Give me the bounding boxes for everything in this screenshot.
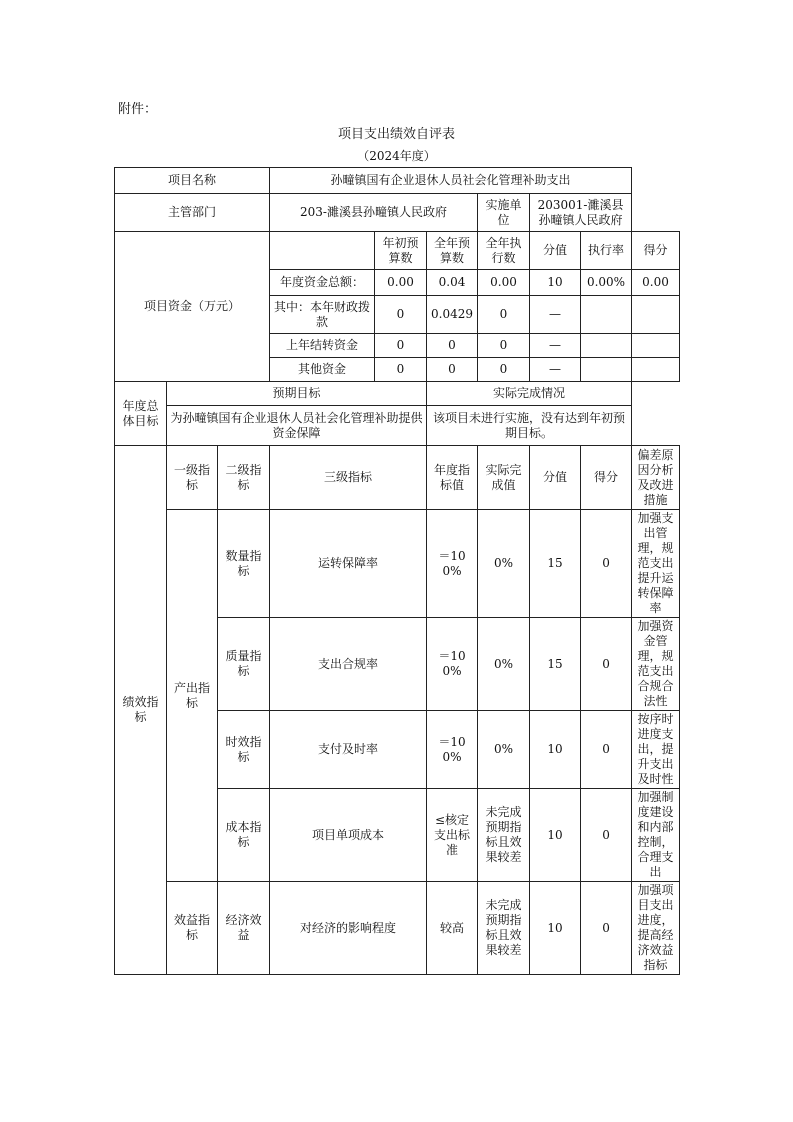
goals-expected-text: 为孙疃镇国有企业退休人员社会化管理补助提供资金保障 bbox=[167, 406, 427, 446]
indicator-target: ＝100% bbox=[427, 711, 478, 789]
indicator-level2: 质量指标 bbox=[218, 618, 270, 711]
indicators-header-score-value: 分值 bbox=[530, 446, 581, 510]
impl-value: 203001-濉溪县孙疃镇人民政府 bbox=[530, 194, 632, 232]
indicator-score: 0 bbox=[581, 882, 632, 975]
goals-label: 年度总体目标 bbox=[115, 382, 167, 446]
page-title: 项目支出绩效自评表 bbox=[337, 127, 455, 142]
evaluation-table bbox=[114, 167, 680, 975]
goals-actual-label: 实际完成情况 bbox=[427, 382, 632, 406]
funds-header-annual: 全年预算数 bbox=[427, 232, 478, 270]
dept-label: 主管部门 bbox=[115, 194, 270, 232]
funds-row-executed: 0 bbox=[478, 334, 530, 358]
indicator-level3: 运转保障率 bbox=[270, 510, 427, 618]
indicator-level2: 数量指标 bbox=[218, 510, 270, 618]
funds-row-score: 0.00 bbox=[632, 270, 680, 296]
funds-label: 项目资金（万元） bbox=[115, 232, 270, 382]
funds-header-score-value: 分值 bbox=[530, 232, 581, 270]
funds-row-executed: 0 bbox=[478, 296, 530, 334]
indicators-header-remark: 偏差原因分析及改进措施 bbox=[632, 446, 680, 510]
report-year: （2024年度） bbox=[357, 149, 436, 163]
indicator-actual: 未完成预期指标且效果较差 bbox=[478, 789, 530, 882]
indicator-score-value: 10 bbox=[530, 789, 581, 882]
funds-row-label: 年度资金总额： bbox=[270, 270, 375, 296]
funds-row-executed: 0 bbox=[478, 358, 530, 382]
funds-header-rate: 执行率 bbox=[581, 232, 632, 270]
funds-row-score bbox=[632, 296, 680, 334]
project-name-row bbox=[115, 168, 680, 194]
indicator-actual: 0% bbox=[478, 711, 530, 789]
indicator-remark: 加强项目支出进度，提高经济效益指标 bbox=[632, 882, 680, 975]
funds-row-label: 上年结转资金 bbox=[270, 334, 375, 358]
indicators-header-row bbox=[115, 446, 680, 510]
indicator-actual: 0% bbox=[478, 618, 530, 711]
indicator-score-value: 15 bbox=[530, 510, 581, 618]
funds-header-score: 得分 bbox=[632, 232, 680, 270]
funds-row-score-value: 10 bbox=[530, 270, 581, 296]
indicator-remark: 加强制度建设和内部控制，合理支出 bbox=[632, 789, 680, 882]
funds-row-rate bbox=[581, 334, 632, 358]
funds-header-executed: 全年执行数 bbox=[478, 232, 530, 270]
indicator-remark: 加强支出管理，规范支出提升运转保障率 bbox=[632, 510, 680, 618]
project-name-value: 孙疃镇国有企业退休人员社会化管理补助支出 bbox=[270, 168, 632, 194]
indicator-level2: 成本指标 bbox=[218, 789, 270, 882]
funds-row-executed: 0.00 bbox=[478, 270, 530, 296]
funds-row-initial: 0 bbox=[375, 296, 427, 334]
indicator-score-value: 10 bbox=[530, 711, 581, 789]
indicator-level3: 项目单项成本 bbox=[270, 789, 427, 882]
indicator-level3: 支付及时率 bbox=[270, 711, 427, 789]
indicator-output-label: 产出指标 bbox=[167, 510, 218, 882]
indicator-benefit-label: 效益指标 bbox=[167, 882, 218, 975]
indicator-level3: 支出合规率 bbox=[270, 618, 427, 711]
funds-row-annual: 0.04 bbox=[427, 270, 478, 296]
indicator-score: 0 bbox=[581, 789, 632, 882]
dept-value: 203-濉溪县孙疃镇人民政府 bbox=[270, 194, 478, 232]
indicator-level2: 经济效益 bbox=[218, 882, 270, 975]
indicator-target: ＝100% bbox=[427, 510, 478, 618]
goals-actual-text: 该项目未进行实施，没有达到年初预期目标。 bbox=[427, 406, 632, 446]
indicator-score: 0 bbox=[581, 618, 632, 711]
indicators-header-level1: 一级指标 bbox=[167, 446, 218, 510]
indicators-label: 绩效指标 bbox=[115, 446, 167, 975]
funds-row-score bbox=[632, 358, 680, 382]
indicators-header-score: 得分 bbox=[581, 446, 632, 510]
indicator-remark: 加强资金管理，规范支出合规合法性 bbox=[632, 618, 680, 711]
funds-row-initial: 0.00 bbox=[375, 270, 427, 296]
indicator-target: ≤核定支出标准 bbox=[427, 789, 478, 882]
funds-row-annual: 0.0429 bbox=[427, 296, 478, 334]
department-row bbox=[115, 194, 680, 232]
funds-row-rate bbox=[581, 358, 632, 382]
funds-row-score-value: — bbox=[530, 296, 581, 334]
funds-row-annual: 0 bbox=[427, 334, 478, 358]
funds-row-initial: 0 bbox=[375, 334, 427, 358]
funds-row-rate: 0.00% bbox=[581, 270, 632, 296]
attachment-label: 附件： bbox=[118, 102, 158, 117]
indicators-header-level2: 二级指标 bbox=[218, 446, 270, 510]
funds-row-label: 其他资金 bbox=[270, 358, 375, 382]
funds-row-score-value: — bbox=[530, 358, 581, 382]
indicator-actual: 未完成预期指标且效果较差 bbox=[478, 882, 530, 975]
goals-content-row bbox=[115, 406, 680, 446]
project-name-label: 项目名称 bbox=[115, 168, 270, 194]
funds-row-rate bbox=[581, 296, 632, 334]
indicator-target: 较高 bbox=[427, 882, 478, 975]
indicator-score: 0 bbox=[581, 711, 632, 789]
indicator-remark: 按序时进度支出，提升支出及时性 bbox=[632, 711, 680, 789]
funds-row-score bbox=[632, 334, 680, 358]
funds-row-score-value: — bbox=[530, 334, 581, 358]
funds-row-annual: 0 bbox=[427, 358, 478, 382]
indicator-level2: 时效指标 bbox=[218, 711, 270, 789]
indicator-score-value: 15 bbox=[530, 618, 581, 711]
goals-header-row bbox=[115, 382, 680, 406]
indicators-header-actual: 实际完成值 bbox=[478, 446, 530, 510]
indicator-level3: 对经济的影响程度 bbox=[270, 882, 427, 975]
indicator-actual: 0% bbox=[478, 510, 530, 618]
indicator-score-value: 10 bbox=[530, 882, 581, 975]
funds-row-initial: 0 bbox=[375, 358, 427, 382]
indicators-header-level3: 三级指标 bbox=[270, 446, 427, 510]
indicator-row bbox=[115, 882, 680, 975]
funds-row-label: 其中：本年财政拨款 bbox=[270, 296, 375, 334]
indicator-row bbox=[115, 510, 680, 618]
goals-expected-label: 预期目标 bbox=[167, 382, 427, 406]
impl-label: 实施单位 bbox=[478, 194, 530, 232]
indicators-header-target: 年度指标值 bbox=[427, 446, 478, 510]
indicator-score: 0 bbox=[581, 510, 632, 618]
funds-header-blank bbox=[270, 232, 375, 270]
indicator-target: ＝100% bbox=[427, 618, 478, 711]
funds-header-row bbox=[115, 232, 680, 270]
funds-header-initial: 年初预算数 bbox=[375, 232, 427, 270]
